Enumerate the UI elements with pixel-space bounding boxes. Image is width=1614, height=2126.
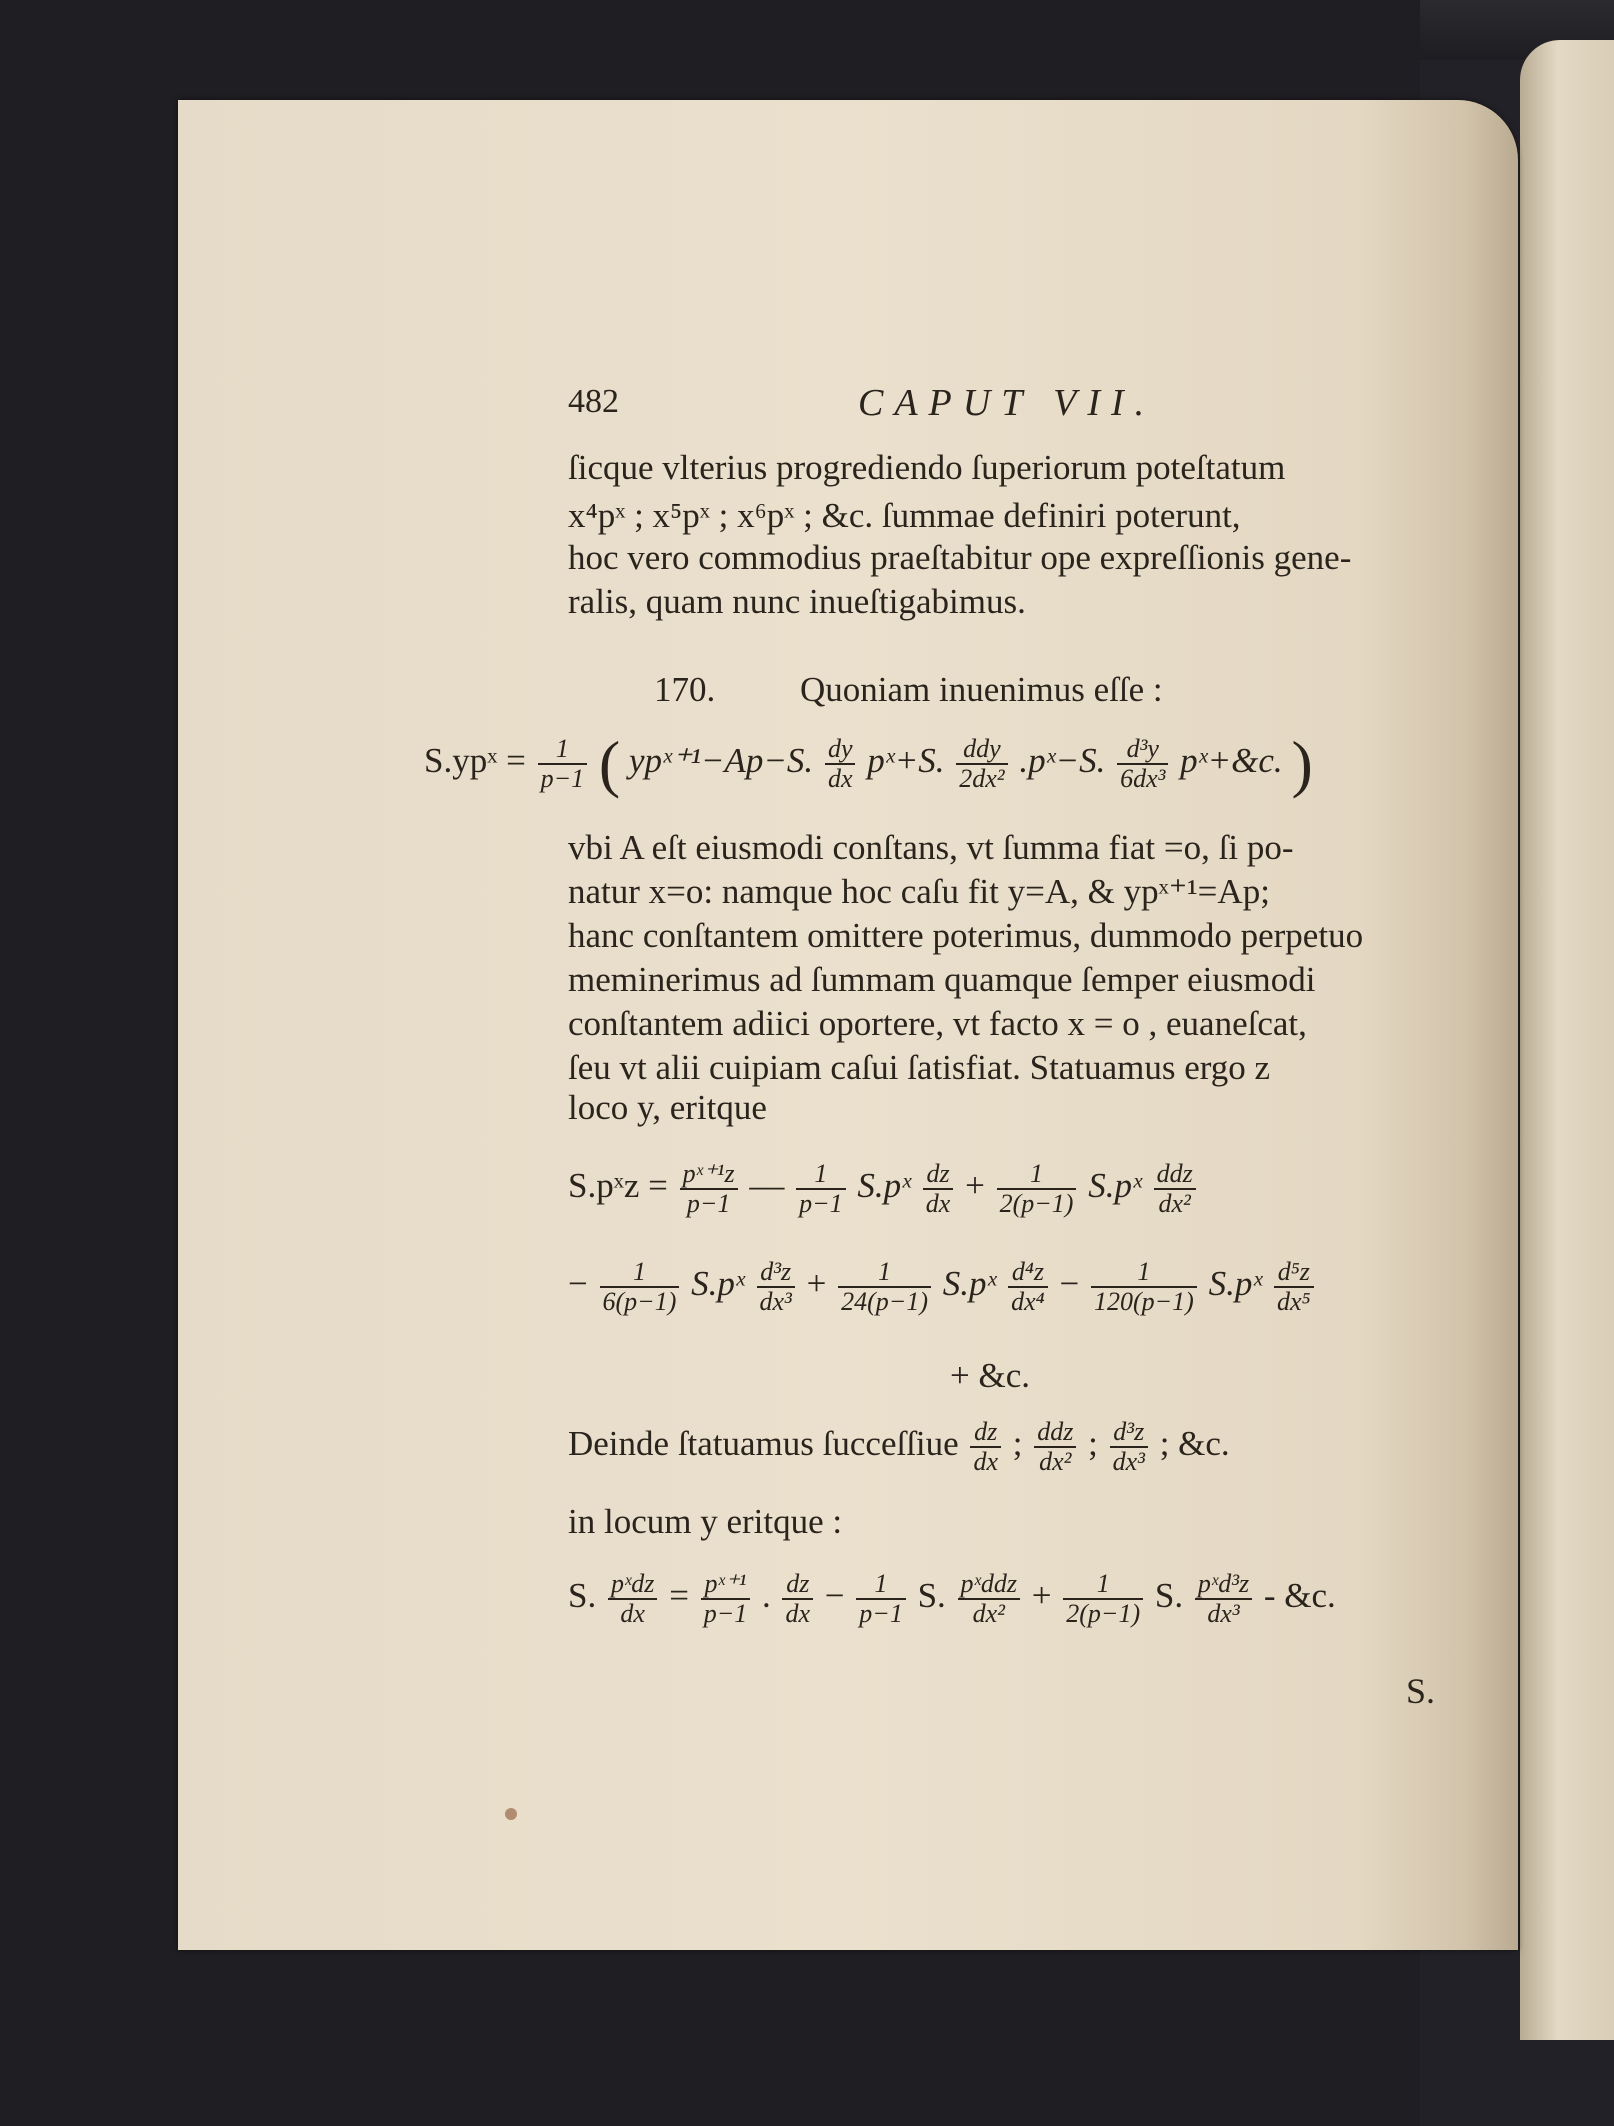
fraction: $\frac{\text{d³z}}{\text{dx³}}$: [757, 1258, 795, 1316]
formula-term: S.pˣ: [857, 1166, 912, 1206]
catchword: S.: [1406, 1671, 1436, 1711]
facing-page-edge: [1520, 40, 1614, 2040]
page-number: 482: [568, 383, 619, 420]
text-line: Deinde ſtatuamus ſucceſſiue: [568, 1424, 959, 1464]
fraction: $\frac{\text{ddz}}{\text{dx²}}$: [1154, 1160, 1196, 1218]
chapter-heading: CAPUT VII.: [858, 382, 1156, 424]
text-line: meminerimus ad ſummam quamque ſemper eiusmodi: [568, 960, 1316, 999]
fraction: $\frac{1}{p-1}$: [796, 1160, 846, 1218]
fraction: $\frac{\text{pˣdz}}{dx}$: [608, 1570, 657, 1628]
formula-term: S.pˣ: [1088, 1166, 1142, 1206]
text-line: in locum y eritque :: [568, 1502, 843, 1541]
fraction: $\frac{\text{d⁵z}}{\text{dx⁵}}$: [1274, 1258, 1314, 1316]
text-line: ſicque vlterius progrediendo ſuperiorum poteſtatum: [568, 448, 1286, 487]
fraction: $\frac{dy}{dx}$: [825, 735, 856, 793]
fraction: $\frac{dz}{dx}$: [782, 1570, 813, 1628]
formula-lhs: S.pˣz =: [568, 1166, 668, 1206]
text-line: hoc vero commodius praeſtabitur ope expreſſionis gene-: [568, 538, 1352, 577]
formula-lhs: S.ypˣ =: [424, 741, 526, 781]
text-line: ralis, quam nunc inueſtigabimus.: [568, 582, 1026, 621]
text-line: hanc conſtantem omittere poterimus, dummodo perpetuo: [568, 916, 1364, 955]
section-number: 170.: [654, 670, 716, 709]
fraction: $\frac{\text{ddy}}{\text{2dx²}}$: [956, 735, 1007, 793]
formula-term: ypˣ⁺¹−Ap−S.: [628, 741, 814, 781]
formula-4: S. $\frac{\text{pˣdz}}{dx}$ = $\frac{\text{pˣ⁺¹}}{p-1}$ . $\frac{dz}{dx}$ − $\frac{1}{p-1}$ S. $\frac{\text{pˣddz}}{\text{dx²}}$ + $\frac{1}{2(p-1)}$ S. $\frac{\text{pˣd³z}}{\text{dx³}}$ - &c.: [568, 1569, 1336, 1628]
fraction: $\frac{1}{6(p-1)}$: [600, 1258, 680, 1316]
formula-term: pˣ+S.: [867, 741, 945, 781]
formula-term: - &c.: [1263, 1576, 1336, 1616]
formula-2: S.pˣz = $\frac{\text{pˣ⁺¹z}}{p-1}$ — $\frac{1}{p-1}$ S.pˣ $\frac{dz}{dx}$ + $\frac{1}{2(p-1)}$ S.pˣ $\frac{\text{ddz}}{\text{dx²}}$: [568, 1160, 1199, 1218]
formula-1: S.ypˣ = $\frac{1}{p-1}$ ( ypˣ⁺¹−Ap−S. $\frac{dy}{dx}$ pˣ+S. $\frac{\text{ddy}}{\text{2dx²}}$ .pˣ−S. $\frac{\text{d³y}}{\text{6dx³}}$ pˣ+&c. ): [424, 728, 1313, 799]
fraction: $\frac{1}{120(p-1)}$: [1091, 1258, 1197, 1316]
fraction: $\frac{1}{2(p-1)}$: [1063, 1570, 1143, 1628]
paragraph-3: Deinde ſtatuamus ſucceſſiue $\frac{dz}{dx}$ ; $\frac{\text{ddz}}{\text{dx²}}$ ; $\frac{\text{d³z}}{\text{dx³}}$ ; &c.: [568, 1417, 1230, 1476]
fraction: $\frac{\text{pˣddz}}{\text{dx²}}$: [958, 1570, 1020, 1628]
fraction: $\frac{\text{pˣ⁺¹z}}{p-1}$: [680, 1160, 738, 1218]
fraction: $\frac{\text{ddz}}{\text{dx²}}$: [1034, 1418, 1076, 1476]
text-line: x⁴pˣ ; x⁵pˣ ; x⁶pˣ ; &c. ſummae definiri poterunt,: [568, 496, 1241, 535]
fraction: $\frac{\text{d⁴z}}{\text{dx⁴}}$: [1008, 1258, 1048, 1316]
formula-lhs: S.: [568, 1576, 597, 1616]
text-etc: &c.: [1178, 1424, 1230, 1464]
fraction: $\frac{1}{24(p-1)}$: [838, 1258, 931, 1316]
paper-stain: [505, 1808, 517, 1820]
fraction: $\frac{1}{p-1}$: [856, 1570, 906, 1628]
fraction: $\frac{dz}{dx}$: [970, 1418, 1001, 1476]
section-text: Quoniam inuenimus eſſe :: [800, 670, 1163, 709]
text-line: natur x=o: namque hoc caſu fit y=A, & ypˣ⁺¹=Ap;: [568, 872, 1270, 911]
formula-term: S.pˣ: [942, 1264, 997, 1304]
fraction: $\frac{1}{p-1}$: [538, 735, 588, 793]
formula-continuation: + &c.: [950, 1356, 1030, 1395]
formula-term: .pˣ−S.: [1019, 741, 1106, 781]
fraction: $\frac{1}{2(p-1)}$: [997, 1160, 1077, 1218]
fraction: $\frac{\text{d³y}}{\text{6dx³}}$: [1117, 735, 1168, 793]
formula-term: pˣ+&c.: [1180, 741, 1283, 781]
text-line: conſtantem adiici oportere, vt facto x = o , euaneſcat,: [568, 1004, 1307, 1043]
formula-3: − $\frac{1}{6(p-1)}$ S.pˣ $\frac{\text{d³z}}{\text{dx³}}$ + $\frac{1}{24(p-1)}$ S.pˣ $\frac{\text{d⁴z}}{\text{dx⁴}}$ − $\frac{1}{120(p-1)}$ S.pˣ $\frac{\text{d⁵z}}{\text{dx⁵}}$: [568, 1258, 1317, 1316]
text-line: vbi A eſt eiusmodi conſtans, vt ſumma fiat =o, ſi po-: [568, 828, 1294, 867]
formula-term: S.pˣ: [1208, 1264, 1263, 1304]
fraction: $\frac{\text{pˣ⁺¹}}{p-1}$: [701, 1570, 751, 1628]
text-line: ſeu vt alii cuipiam caſui ſatisfiat. Statuamus ergo z: [568, 1048, 1271, 1087]
fraction: $\frac{\text{pˣd³z}}{\text{dx³}}$: [1195, 1570, 1252, 1628]
fraction: $\frac{dz}{dx}$: [923, 1160, 954, 1218]
fraction: $\frac{\text{d³z}}{\text{dx³}}$: [1110, 1418, 1148, 1476]
formula-term: S.pˣ: [691, 1264, 745, 1304]
text-line: loco y, eritque: [568, 1088, 767, 1127]
